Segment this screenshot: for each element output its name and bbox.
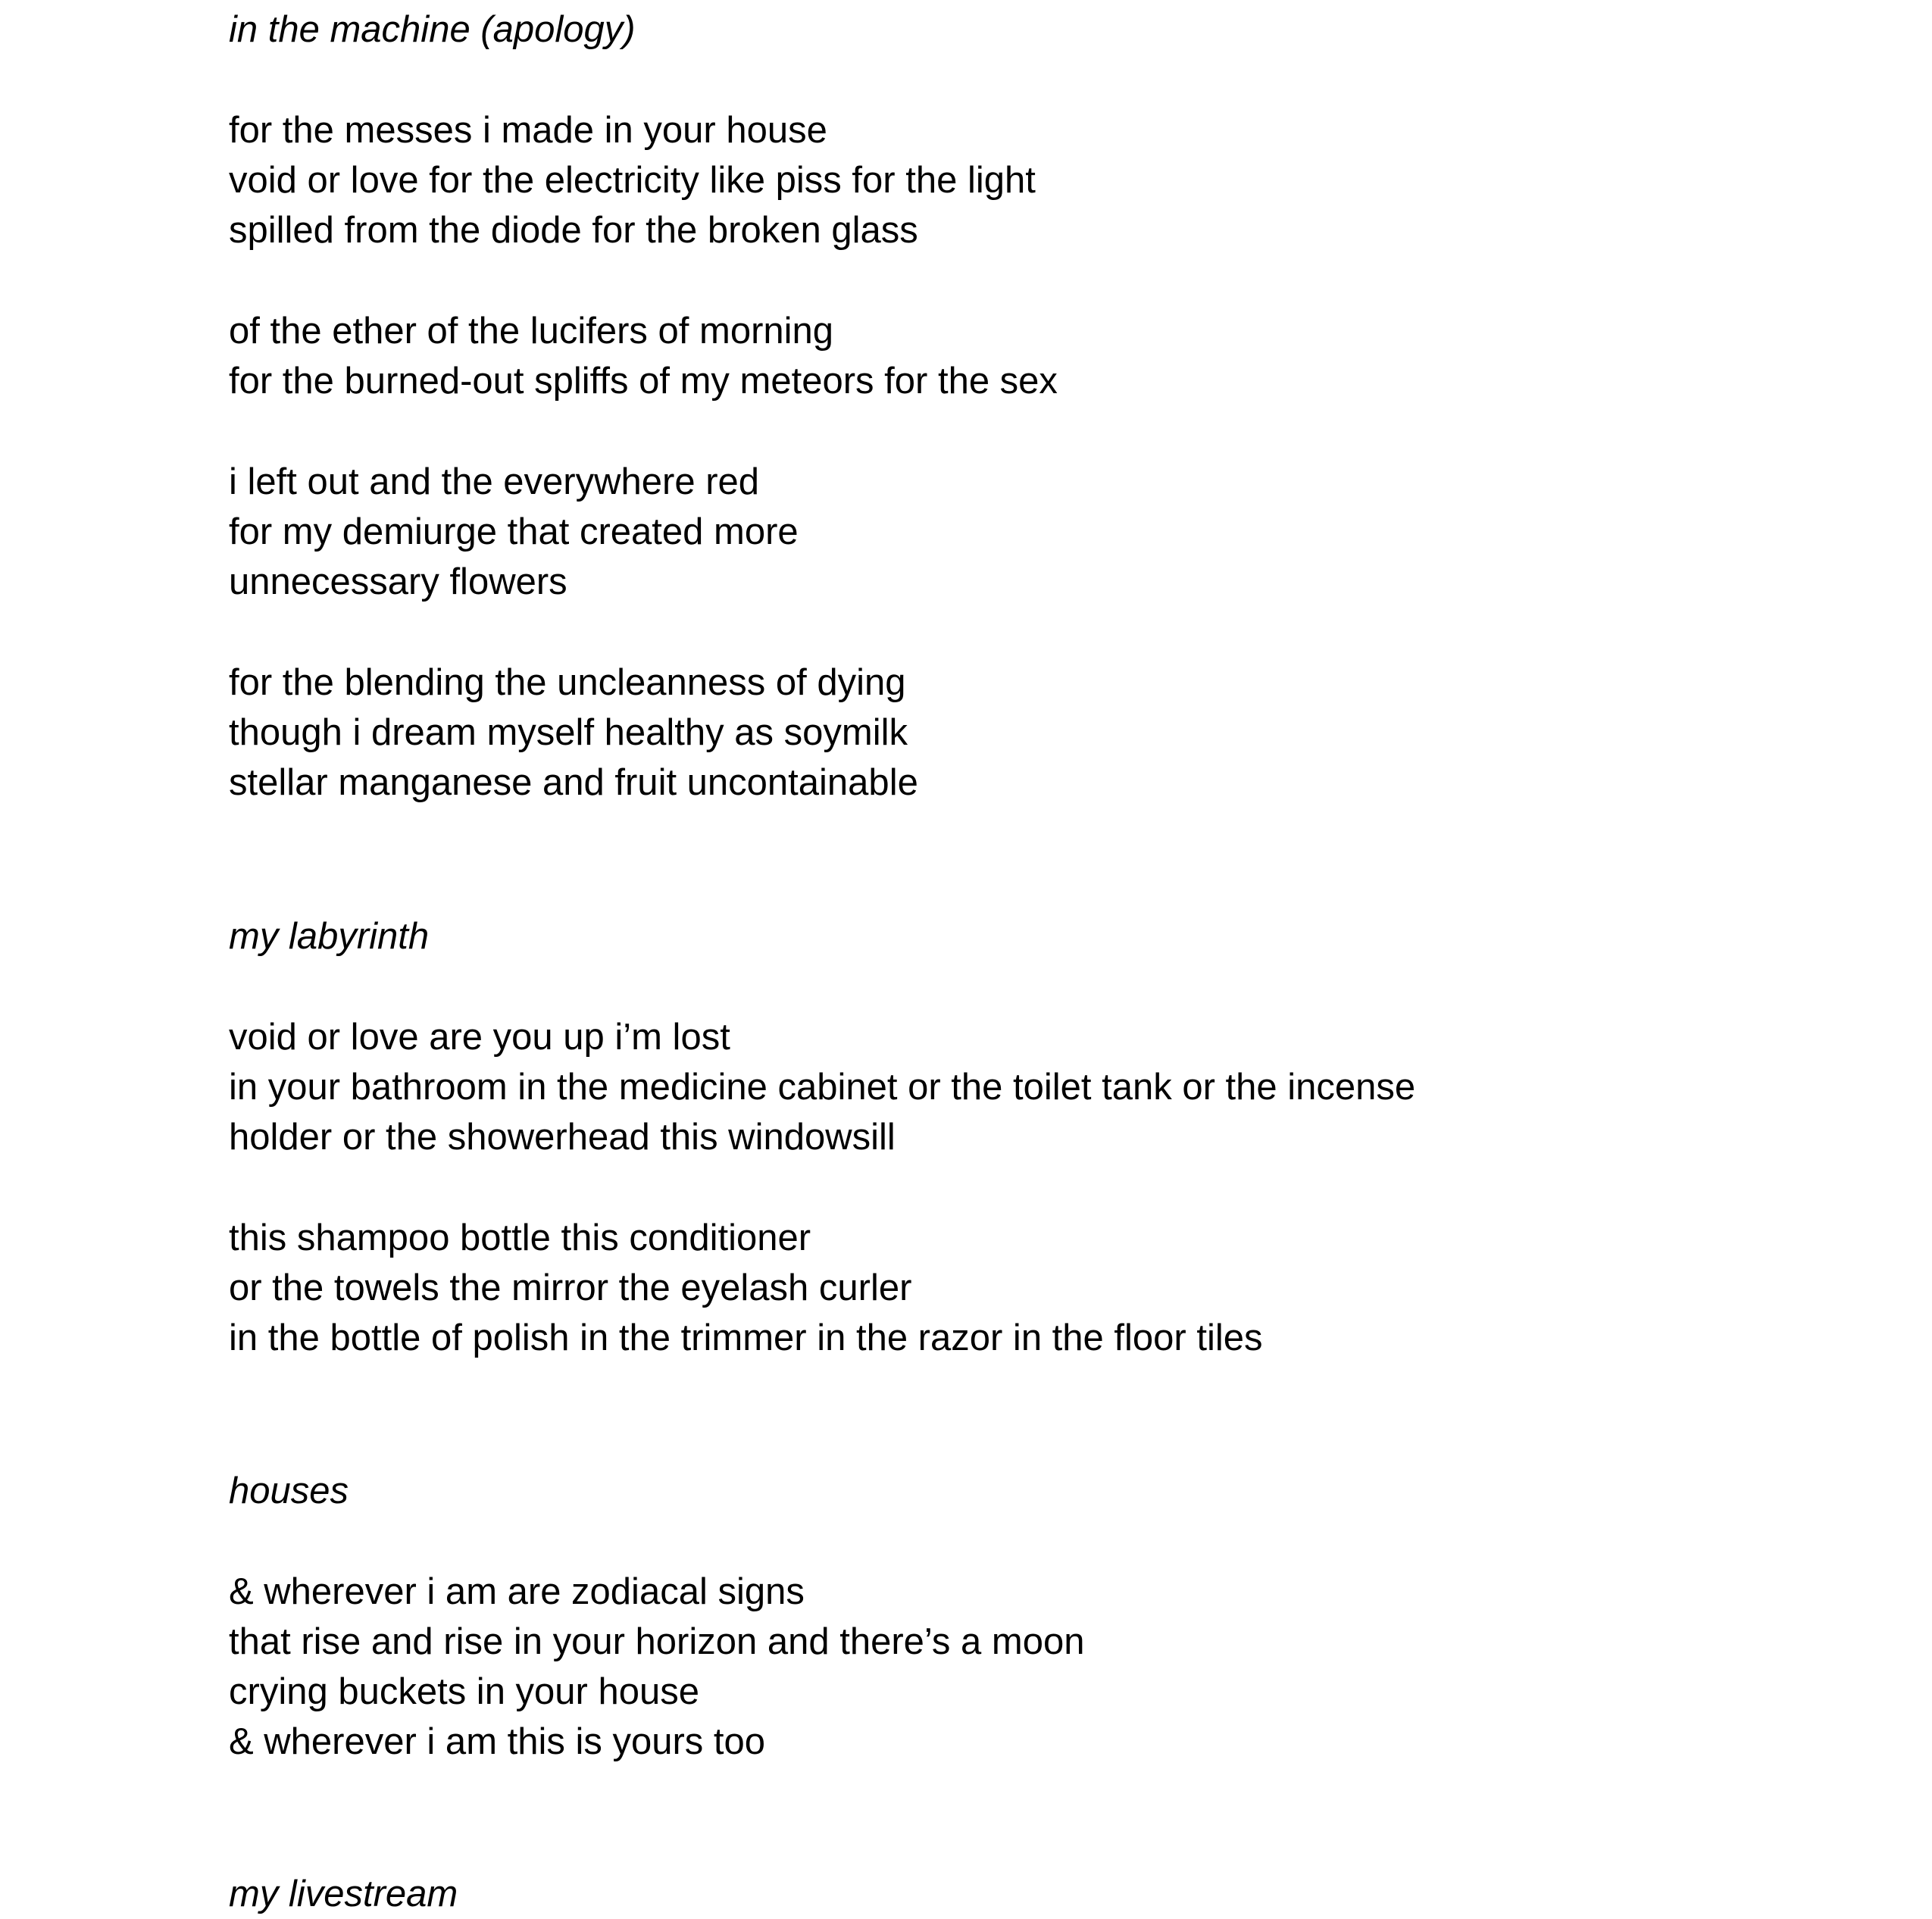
poem-title: my livestream: [229, 1874, 458, 1914]
poem-line: crying buckets in your house: [229, 1671, 699, 1712]
poem-line: in your bathroom in the medicine cabinet or the toilet tank or the incense: [229, 1067, 1416, 1108]
poem-line: void or love for the electricity like piss for the light: [229, 160, 1036, 201]
poem-line: for the burned-out spliffs of my meteors for the sex: [229, 361, 1058, 402]
poem-line: for my demiurge that created more: [229, 511, 799, 552]
poem-line: stellar manganese and fruit uncontainable: [229, 762, 918, 803]
poem-line: for the messes i made in your house: [229, 110, 827, 151]
poem-line: or the towels the mirror the eyelash curler: [229, 1267, 912, 1308]
poem-line: & wherever i am are zodiacal signs: [229, 1571, 805, 1612]
poem-line: i left out and the everywhere red: [229, 461, 760, 502]
poem-line: that rise and rise in your horizon and there’s a moon: [229, 1621, 1085, 1662]
poem-line: for the blending the uncleanness of dying: [229, 662, 906, 703]
poem-line: unnecessary flowers: [229, 561, 567, 602]
poem-title: houses: [229, 1471, 349, 1511]
poem-line: void or love are you up i’m lost: [229, 1017, 730, 1058]
poem-line: spilled from the diode for the broken glass: [229, 210, 918, 251]
poem-line: holder or the showerhead this windowsill: [229, 1117, 896, 1158]
poem-line: this shampoo bottle this conditioner: [229, 1217, 811, 1258]
poem-line: of the ether of the lucifers of morning: [229, 311, 834, 352]
poem-title: my labyrinth: [229, 916, 430, 957]
poem-line: though i dream myself healthy as soymilk: [229, 712, 908, 753]
poem-line: & wherever i am this is yours too: [229, 1721, 766, 1762]
poem-line: in the bottle of polish in the trimmer in the razor in the floor tiles: [229, 1317, 1263, 1358]
poem-title: in the machine (apology): [229, 9, 636, 50]
